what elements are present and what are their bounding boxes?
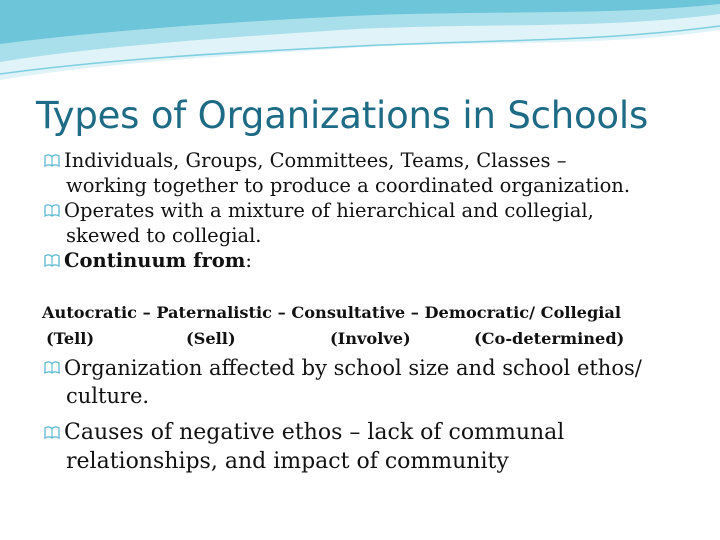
bullet-item [44,354,704,410]
continuum-labels [42,326,702,352]
continuum-heading: Continuum from [64,249,246,272]
bullet-text: Causes of negative ethos – lack of communal [64,420,565,445]
open-book-icon [44,426,60,439]
bullet-text: Individuals, Groups, Committees, Teams, Classes – [64,149,567,172]
continuum-label-involve: (Involve) [330,329,411,348]
bullet-item [44,198,704,248]
bullet-text [64,248,704,273]
bullet-text: Operates with a mixture of hierarchical and collegial, [64,199,594,222]
bullet-item [44,418,704,476]
continuum-label-sell: (Sell) [186,329,236,348]
bullet-list-lower [44,354,704,410]
header-wave-decoration [0,0,720,90]
bullet-item [44,148,704,198]
open-book-icon [44,361,60,374]
bullet-text-continuation: culture. [66,384,150,408]
open-book-icon [44,154,60,167]
continuum-label-tell: (Tell) [46,329,95,348]
bullet-text-continuation: skewed to collegial. [66,224,262,247]
continuum-label-co-determined: (Co-determined) [474,329,625,348]
bullet-list-lower [44,418,704,476]
continuum-colon: : [245,249,252,272]
bullet-text-continuation: working together to produce a coordinated organization. [66,174,631,197]
bullet-text: Organization affected by school size and school ethos/ [64,356,642,380]
bullet-list [44,148,704,273]
bullet-item [44,248,704,273]
continuum-scale-line: Autocratic – Paternalistic – Consultative – Democratic/ Collegial [42,303,622,322]
continuum-scale [42,300,702,352]
open-book-icon [44,254,60,267]
slide-title: Types of Organizations in Schools [36,94,649,137]
open-book-icon [44,204,60,217]
bullet-text-continuation: relationships, and impact of community [66,449,509,474]
